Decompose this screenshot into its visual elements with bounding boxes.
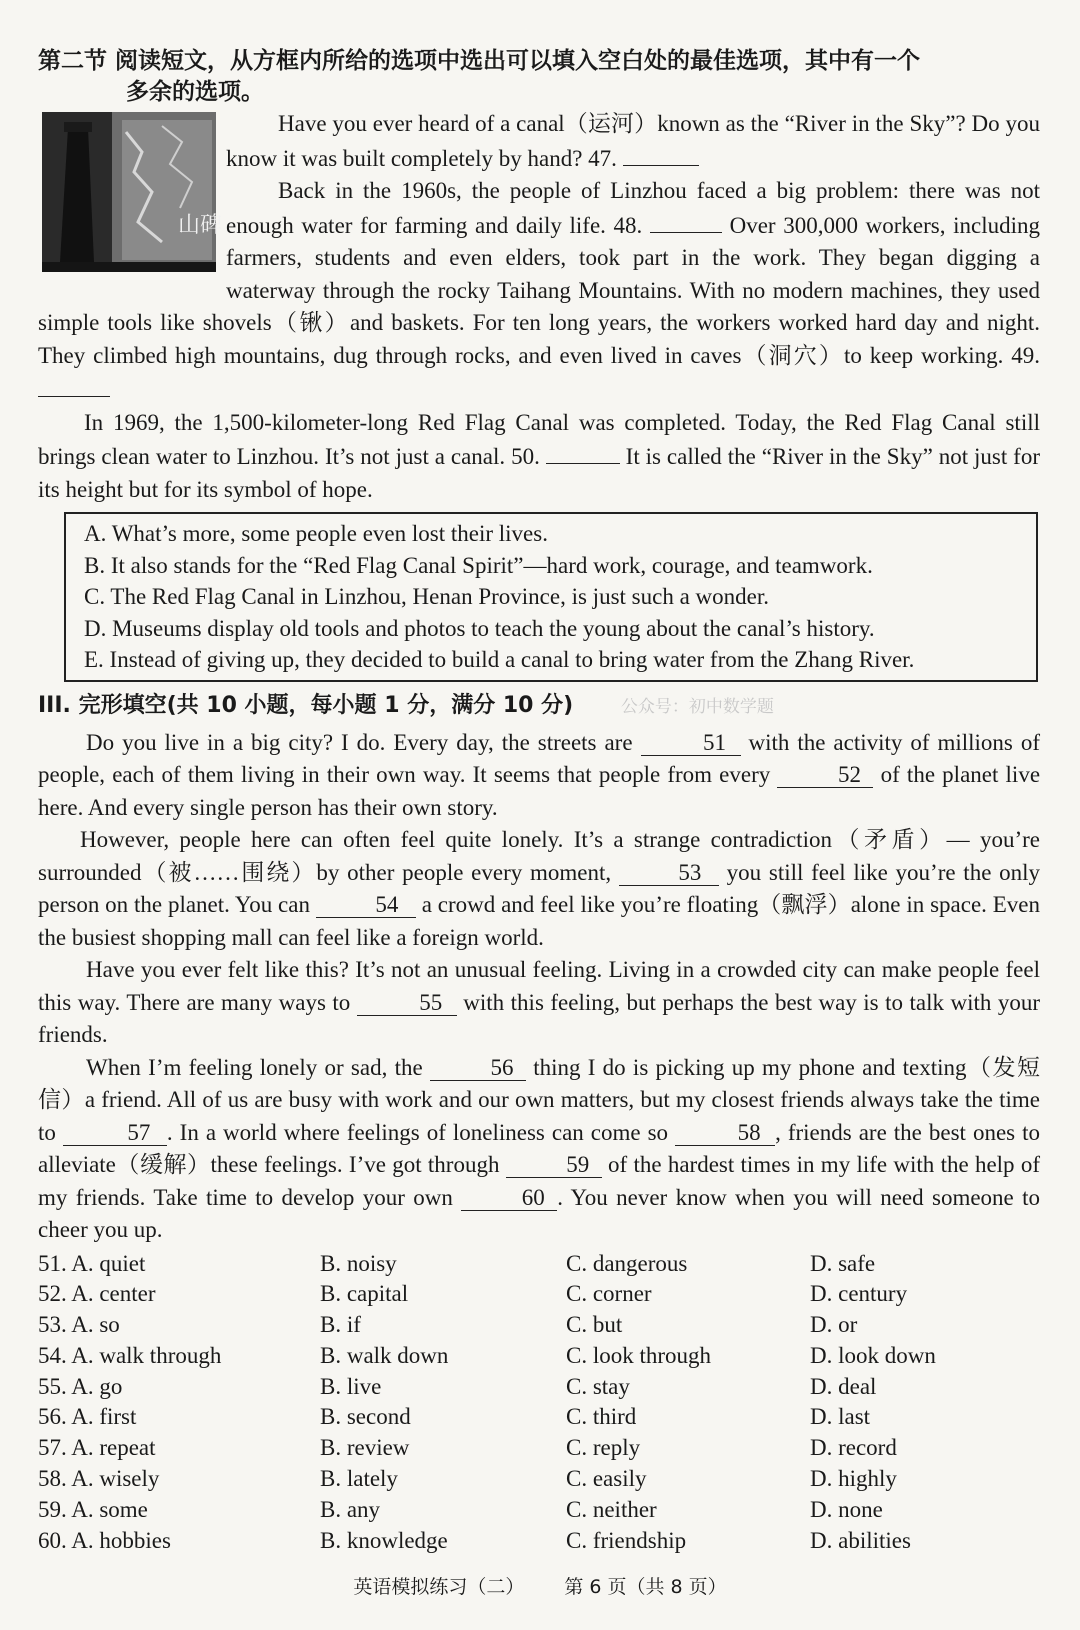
part-3-heading [38, 688, 1040, 725]
choice-d[interactable]: D. none [810, 1496, 883, 1522]
page-number: 第 6 页（共 8 页） [564, 1576, 727, 1598]
choice-d[interactable]: D. safe [810, 1250, 876, 1276]
blank-55[interactable]: 55 [357, 991, 457, 1016]
question-59 [38, 1495, 1040, 1526]
question-58 [38, 1464, 1040, 1495]
choice-d[interactable]: D. highly [810, 1466, 897, 1492]
cloze-p4-text-b: thing I do is picking up my phone and texting（发短信）a friend. All of us are busy with work and our own matters, but my closest friends always take the time to [38, 1054, 1041, 1145]
question-51 [38, 1249, 1040, 1280]
cloze-paragraph-1 [38, 727, 1040, 825]
cloze-question-list [38, 1249, 1040, 1557]
reading-p2-text-a: Back in the 1960s, the people of Linzhou faced a big problem: there was not enough water for farming and daily life. 48. [226, 178, 1040, 238]
section-2-heading [38, 46, 1040, 108]
footer-title: 英语模拟练习（二） [353, 1576, 525, 1598]
choice-a[interactable]: 54. A. walk through [38, 1342, 222, 1368]
choice-b[interactable]: B. capital [320, 1281, 409, 1307]
cloze-p4-text-d: , friends are the best ones to alleviate（缓解）these feelings. I’ve got through [38, 1119, 1041, 1177]
choice-d[interactable]: D. deal [810, 1373, 877, 1399]
choice-a[interactable]: 55. A. go [38, 1373, 123, 1399]
blank-54[interactable]: 54 [316, 893, 416, 918]
page-footer [0, 1572, 1080, 1599]
question-53 [38, 1310, 1040, 1341]
blank-48[interactable] [650, 208, 722, 233]
choice-c[interactable]: C. friendship [566, 1527, 687, 1553]
blank-58[interactable]: 58 [675, 1121, 775, 1146]
cloze-paragraph-2 [38, 824, 1040, 954]
option-b[interactable]: B. It also stands for the “Red Flag Canal Spirit”—hard work, courage, and teamwork. [84, 552, 873, 578]
choice-c[interactable]: C. dangerous [566, 1250, 688, 1276]
choice-c[interactable]: C. stay [566, 1373, 630, 1399]
choice-c[interactable]: C. neither [566, 1496, 657, 1522]
reading-p3-text-a: In 1969, the 1,500-kilometer-long Red Flag Canal was completed. Today, the Red Flag Canal still brings clean water to Linzhou. It’s not just a canal. 50. [38, 409, 1040, 469]
choice-c[interactable]: C. reply [566, 1435, 641, 1461]
blank-51[interactable]: 51 [641, 731, 741, 756]
choice-d[interactable]: D. last [810, 1404, 871, 1430]
cloze-p4-text-e: of the hardest times in my life with the help of my friends. Take time to develop your own [38, 1152, 1040, 1210]
section-2-heading-line1: 第二节 阅读短文，从方框内所给的选项中选出可以填入空白处的最佳选项，其中有一个 [38, 48, 921, 74]
choice-a[interactable]: 58. A. wisely [38, 1466, 160, 1492]
question-60 [38, 1526, 1040, 1557]
choice-d[interactable]: D. record [810, 1435, 897, 1461]
cloze-p4-text-a: When I’m feeling lonely or sad, the [86, 1054, 423, 1080]
choice-a[interactable]: 53. A. so [38, 1312, 120, 1338]
watermark: 公众号：初中数学题 [620, 696, 774, 717]
photo-frame [42, 112, 223, 272]
blank-59[interactable]: 59 [506, 1153, 602, 1178]
choice-c[interactable]: C. easily [566, 1466, 647, 1492]
option-c[interactable]: C. The Red Flag Canal in Linzhou, Henan Province, is just such a wonder. [84, 584, 769, 609]
cloze-p3-text-b: with this feeling, but perhaps the best way is to talk with your friends. [38, 989, 1041, 1047]
photo-stone-inscription: 山碑 [178, 213, 223, 238]
cloze-paragraph-4 [38, 1052, 1040, 1247]
option-a[interactable]: A. What’s more, some people even lost their lives. [84, 521, 548, 546]
option-d[interactable]: D. Museums display old tools and photos to teach the young about the canal’s history. [84, 615, 875, 641]
question-52 [38, 1279, 1040, 1310]
choice-d[interactable]: D. century [810, 1281, 908, 1307]
choice-b[interactable]: B. second [320, 1404, 411, 1430]
blank-50[interactable] [546, 439, 620, 464]
choice-a[interactable]: 56. A. first [38, 1404, 137, 1430]
choice-b[interactable]: B. lately [320, 1466, 398, 1492]
cloze-p1-text-b: with the activity of millions of people, each of them living in their own way. It seems that people from every [38, 729, 1041, 787]
cloze-p4-text-f: . You never know when you will need someone to cheer you up. [38, 1184, 1040, 1242]
blank-47[interactable] [623, 141, 699, 166]
reading-paragraph-3 [38, 407, 1040, 507]
choice-b[interactable]: B. live [320, 1373, 382, 1399]
canal-monument-photo [42, 112, 223, 276]
choice-c[interactable]: C. but [566, 1312, 623, 1338]
choice-b[interactable]: B. review [320, 1435, 410, 1461]
option-e[interactable]: E. Instead of giving up, they decided to build a canal to bring water from the Zhang River. [84, 647, 915, 672]
choice-d[interactable]: D. look down [810, 1342, 936, 1368]
choice-a[interactable]: 52. A. center [38, 1281, 156, 1307]
cloze-p2-text-a: However, people here can often feel quite lonely. It’s a strange contradiction（矛盾）— you’re surrounded（被……围绕）by other people every moment, [38, 827, 1040, 885]
choice-d[interactable]: D. or [810, 1312, 858, 1338]
blank-53[interactable]: 53 [619, 861, 719, 886]
monument-illustration [42, 112, 223, 272]
choice-b[interactable]: B. knowledge [320, 1527, 448, 1553]
choice-c[interactable]: C. corner [566, 1281, 652, 1307]
blank-56[interactable]: 56 [430, 1056, 526, 1081]
choice-b[interactable]: B. if [320, 1312, 361, 1338]
question-57 [38, 1433, 1040, 1464]
reading-p3-text-b: It is called the “River in the Sky” not just for its height but for its symbol of hope. [38, 444, 1040, 502]
question-56 [38, 1402, 1040, 1433]
question-55 [38, 1372, 1040, 1403]
section-2-heading-line2: 多余的选项。 [126, 79, 264, 105]
blank-49[interactable] [38, 372, 110, 397]
choice-b[interactable]: B. any [320, 1496, 381, 1522]
choice-a[interactable]: 60. A. hobbies [38, 1527, 171, 1553]
choice-b[interactable]: B. noisy [320, 1250, 397, 1276]
cloze-p1-text-a: Do you live in a big city? I do. Every day, the streets are [86, 729, 633, 755]
cloze-p2-text-b: you still feel like you’re the only person on the planet. You can [38, 859, 1041, 917]
choice-a[interactable]: 51. A. quiet [38, 1250, 146, 1276]
blank-60[interactable]: 60 [461, 1186, 557, 1211]
cloze-p1-text-c: of the planet live here. And every single person has their own story. [38, 762, 1041, 820]
choice-d[interactable]: D. abilities [810, 1527, 911, 1553]
blank-52[interactable]: 52 [777, 763, 873, 788]
blank-57[interactable]: 57 [63, 1121, 167, 1146]
cloze-p3-text-a: Have you ever felt like this? It’s not an unusual feeling. Living in a crowded city can make people feel this way. There are many ways to [38, 957, 1040, 1015]
choice-a[interactable]: 59. A. some [38, 1496, 148, 1522]
choice-c[interactable]: C. third [566, 1404, 637, 1430]
choice-c[interactable]: C. look through [566, 1342, 712, 1368]
reading-p1-text: Have you ever heard of a canal（运河）known as the “River in the Sky”? Do you know it was built completely by hand? 47. [226, 111, 1040, 171]
cloze-p2-text-c: a crowd and feel like you’re floating（飘浮）alone in space. Even the busiest shopping mall can feel like a foreign world. [38, 892, 1041, 950]
cloze-paragraph-3 [38, 954, 1040, 1052]
options-box [64, 512, 1038, 682]
part-3-title: III. 完形填空(共 10 小题，每小题 1 分，满分 10 分) [38, 692, 574, 718]
choice-b[interactable]: B. walk down [320, 1342, 449, 1368]
cloze-p4-text-c: . In a world where feelings of loneliness can come so [166, 1119, 669, 1145]
reading-p2-text-b: Over 300,000 workers, including farmers, students and even elders, took part in the work. They began digging a waterway through the rocky Taihang Mountains. With no modern machines, they used simple tools like shovels（锹）and baskets. For ten long years, the workers worked hard day and night. They climbed high mountains, dug through rocks, and even lived in caves（洞穴）to keep working. 49. [38, 212, 1040, 368]
question-54 [38, 1341, 1040, 1372]
choice-a[interactable]: 57. A. repeat [38, 1435, 156, 1461]
